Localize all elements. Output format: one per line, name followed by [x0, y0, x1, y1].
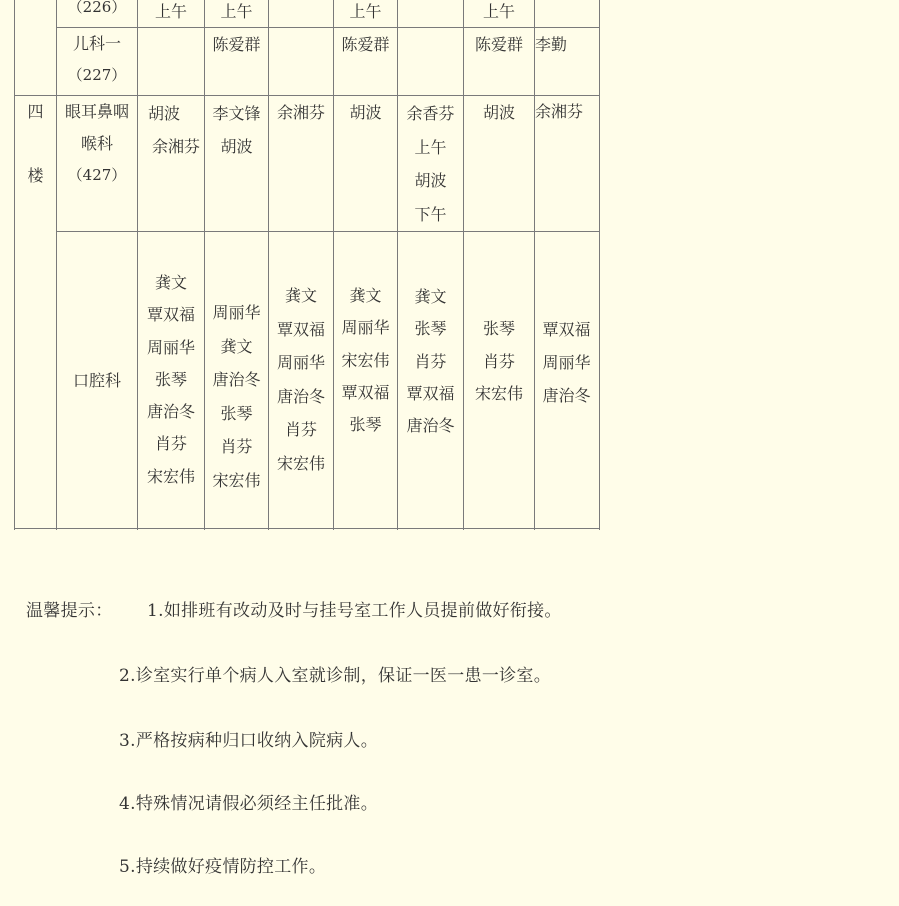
doctor-name: 张琴 [220, 403, 253, 423]
tip-item: 1.如排班有改动及时与挂号室工作人员提前做好衔接。 [147, 601, 562, 621]
grid-line [397, 0, 398, 530]
doctor-name: 周丽华 [341, 318, 390, 338]
schedule-cell: 上午 [154, 2, 187, 21]
doctor-name: 周丽华 [276, 353, 325, 373]
doctor-name: 覃双福 [341, 382, 390, 402]
grid-line [463, 0, 464, 530]
schedule-cell: 上午 [349, 2, 382, 21]
doctor-name: 胡波 [349, 103, 382, 122]
doctor-name: 周丽华 [542, 353, 591, 372]
tip-item: 5.持续做好疫情防控工作。 [119, 857, 327, 877]
floor-label: 四 [27, 102, 44, 121]
schedule-cell: 李勤 [534, 35, 567, 54]
schedule-cell [398, 97, 463, 231]
schedule-cell [334, 280, 397, 441]
doctor-name: 唐治冬 [542, 386, 591, 405]
doctor-name: 龚文 [220, 336, 253, 356]
session-label: 上午 [414, 137, 447, 157]
schedule-cell [269, 97, 333, 129]
tip-item: 3.严格按病种归口收纳入院病人。 [119, 731, 379, 751]
schedule-cell [205, 296, 268, 497]
doctor-name: 余湘芬 [534, 102, 583, 121]
schedule-cell [205, 97, 268, 163]
doctor-name: 张琴 [414, 319, 447, 339]
schedule-table [14, 0, 600, 529]
doctor-name: 唐治冬 [146, 402, 195, 422]
doctor-name: 覃双福 [406, 383, 455, 403]
grid-line [333, 0, 334, 530]
schedule-cell: 陈爱群 [474, 35, 523, 54]
room-number: （226） [67, 0, 127, 16]
doctor-name: 宋宏伟 [212, 470, 261, 490]
doctor-name: 龚文 [284, 286, 317, 305]
schedule-cell [138, 267, 204, 493]
doctor-name: 余湘芬 [276, 103, 325, 122]
doctor-name: 周丽华 [212, 303, 261, 322]
doctor-name: 宋宏伟 [474, 384, 523, 403]
doctor-name: 张琴 [482, 319, 515, 338]
schedule-cell [464, 313, 534, 411]
room-number: （227） [67, 66, 127, 84]
doctor-name: 张琴 [154, 369, 187, 389]
tips-heading: 温馨提示： [26, 601, 113, 621]
doctor-name: 胡波 [414, 171, 447, 190]
schedule-cell: 陈爱群 [341, 35, 390, 54]
grid-line [534, 0, 535, 530]
session-label: 下午 [414, 204, 447, 224]
doctor-name: 唐治冬 [406, 416, 455, 436]
schedule-cell: 陈爱群 [212, 35, 261, 54]
doctor-name: 胡波 [220, 137, 253, 156]
room-number: （427） [67, 166, 127, 184]
doctor-name: 覃双福 [542, 320, 591, 339]
floor-label: 楼 [27, 166, 44, 185]
doctor-name: 余香芬 [406, 104, 455, 123]
doctor-name: 张琴 [349, 415, 382, 435]
department-name: 口腔科 [72, 371, 121, 390]
doctor-name: 胡波 [148, 104, 181, 123]
department-name: 儿科一 [72, 34, 121, 53]
schedule-cell [138, 97, 214, 163]
doctor-name: 龚文 [349, 286, 382, 305]
doctor-name: 余湘芬 [151, 137, 200, 156]
grid-line [599, 0, 600, 530]
doctor-name: 覃双福 [276, 319, 325, 339]
schedule-cell: 上午 [220, 2, 253, 21]
doctor-name: 覃双福 [146, 305, 195, 325]
doctor-name: 宋宏伟 [146, 466, 195, 486]
doctor-name: 李文锋 [212, 104, 261, 123]
department-name: 喉科 [80, 134, 113, 153]
doctor-name: 宋宏伟 [341, 350, 390, 370]
schedule-cell [398, 281, 463, 442]
schedule-cell: 上午 [482, 2, 515, 21]
doctor-name: 周丽华 [146, 337, 195, 357]
doctor-name: 唐治冬 [212, 370, 261, 389]
schedule-cell [464, 97, 534, 129]
department-name: 眼耳鼻咽 [64, 102, 129, 121]
grid-line [14, 0, 15, 530]
schedule-cell [534, 313, 599, 412]
grid-line [56, 231, 600, 232]
doctor-name: 胡波 [482, 103, 515, 122]
doctor-name: 肖芬 [414, 351, 447, 371]
schedule-cell [334, 97, 397, 129]
doctor-name: 龚文 [154, 273, 187, 292]
doctor-name: 肖芬 [284, 420, 317, 440]
grid-line [14, 528, 600, 529]
doctor-name: 肖芬 [154, 434, 187, 454]
doctor-name: 肖芬 [220, 437, 253, 456]
doctor-name: 宋宏伟 [276, 453, 325, 473]
tip-item: 2.诊室实行单个病人入室就诊制，保证一医一患一诊室。 [119, 666, 552, 686]
tip-item: 4.特殊情况请假必须经主任批准。 [119, 794, 379, 814]
doctor-name: 龚文 [414, 287, 447, 306]
schedule-cell [269, 279, 333, 481]
doctor-name: 肖芬 [482, 351, 515, 371]
schedule-cell [534, 96, 584, 128]
doctor-name: 唐治冬 [276, 386, 325, 406]
